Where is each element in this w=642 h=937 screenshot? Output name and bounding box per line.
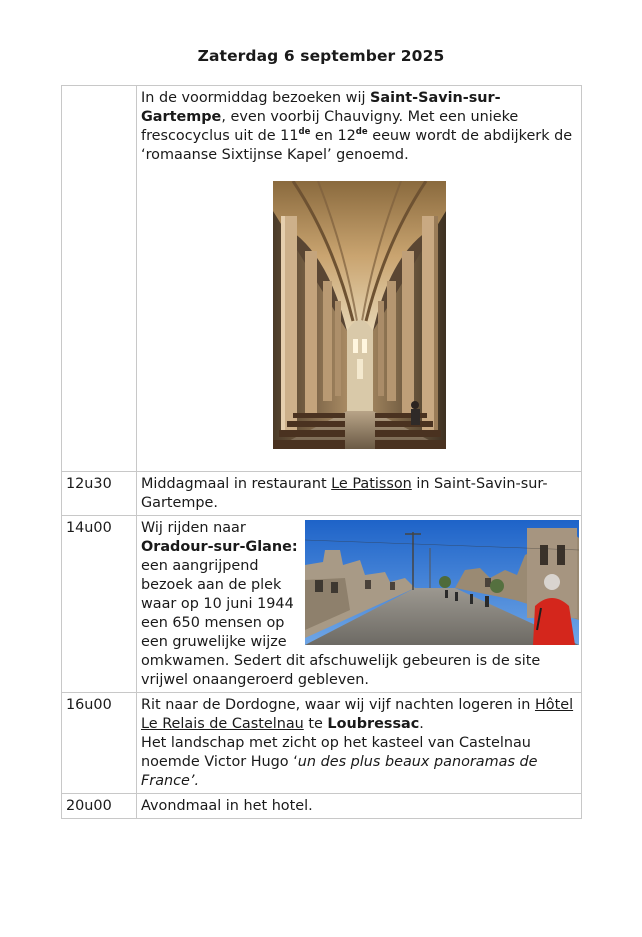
page-title: Zaterdag 6 september 2025 xyxy=(197,47,445,65)
quote-mark: ‘ xyxy=(293,754,298,770)
victor-hugo-quote: un des plus beaux panoramas de France xyxy=(141,754,538,789)
time-cell: 12u30 xyxy=(62,472,137,516)
row-text: , even voorbij Chauvigny. Met een unieke frescocyclus uit de 11 xyxy=(141,109,519,144)
table-row xyxy=(62,794,582,819)
row-text: in Saint-Savin-sur-Gartempe. xyxy=(141,476,548,511)
abbey-church-photo xyxy=(273,181,446,449)
content-cell xyxy=(137,693,582,794)
place-name: Saint-Savin-sur-Gartempe xyxy=(141,90,501,125)
row-text: te xyxy=(303,716,328,732)
row-text: een aangrijpend bezoek aan de plek waar op 10 juni 1944 een 650 mensen op een gruwelijke wijze omkwamen. Sedert dit afschuwelijk gebeuren is de site vrijwel onaangeroerd gebleven. xyxy=(141,558,541,688)
schedule-table xyxy=(61,85,582,819)
row-text: In de voormiddag bezoeken wij xyxy=(141,90,371,106)
time-cell: 16u00 xyxy=(62,693,137,794)
place-name: Loubressac xyxy=(327,716,420,732)
content-cell: Avondmaal in het hotel. xyxy=(137,794,582,819)
row-text: Middagmaal in restaurant xyxy=(141,476,332,492)
content-cell xyxy=(137,472,582,516)
hotel-link[interactable]: Hôtel Le Relais de Castelnau xyxy=(141,697,574,732)
row-text: Wij rijden naar xyxy=(141,520,246,536)
table-row xyxy=(62,472,582,516)
time-cell: 14u00 xyxy=(62,516,137,693)
quote-mark: ’. xyxy=(189,773,200,789)
row-text: Het landschap met zicht op het kasteel van Castelnau noemde Victor Hugo xyxy=(141,735,531,770)
superscript: de xyxy=(355,127,368,137)
row-text: . xyxy=(419,716,424,732)
oradour-ruins-photo xyxy=(305,520,579,645)
row-text: eeuw wordt de abdijkerk de ‘romaanse Sixtijnse Kapel’ genoemd. xyxy=(141,128,573,163)
table-row xyxy=(62,516,582,693)
table-row xyxy=(62,86,582,472)
row-text: Rit naar de Dordogne, waar wij vijf nachten logeren in xyxy=(141,697,535,713)
superscript: de xyxy=(298,127,311,137)
time-cell: 20u00 xyxy=(62,794,137,819)
place-name: Oradour-sur-Glane: xyxy=(141,539,298,555)
content-cell xyxy=(137,516,582,693)
content-cell xyxy=(137,86,582,472)
row-text: en 12 xyxy=(310,128,356,144)
time-cell xyxy=(62,86,137,472)
table-row xyxy=(62,693,582,794)
restaurant-link[interactable]: Le Patisson xyxy=(331,476,412,492)
